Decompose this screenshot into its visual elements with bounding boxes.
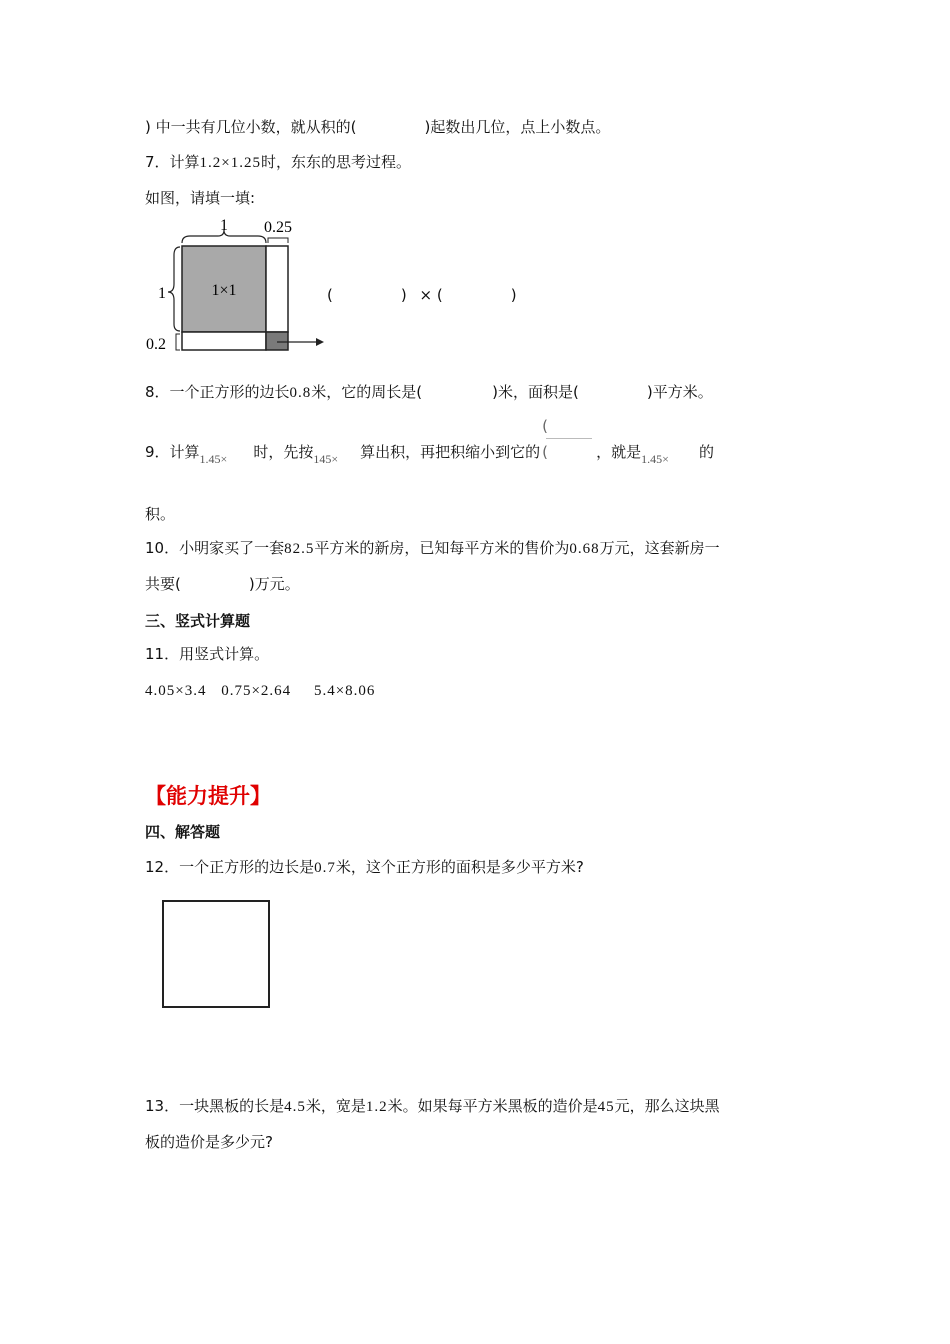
question-12: 12．一个正方形的边长是0.7米，这个正方形的面积是多少平方米? (145, 858, 584, 876)
right-strip (266, 246, 288, 332)
q6-continuation: ) 中一共有几位小数，就从积的( )起数出几位，点上小数点。 (145, 118, 611, 136)
question-7-blanks: ( ) × ( ) (327, 286, 517, 304)
question-13-line2: 板的造价是多少元? (145, 1133, 273, 1151)
question-13: 13．一块黑板的长是4.5米，宽是1.2米。如果每平方米黑板的造价是45元，那么这块黑 (145, 1097, 720, 1115)
expr-1: 4.05×3.4 (145, 683, 207, 699)
expr-3: 5.4×8.06 (313, 683, 376, 699)
top-brace-2 (268, 238, 288, 243)
question-8: 8．一个正方形的边长0.8米，它的周长是( )米，面积是( )平方米。 (145, 383, 713, 401)
corner-square (266, 332, 288, 350)
fraction-blank[interactable]: ( ( (540, 442, 596, 462)
section-4-heading: 四、解答题 (145, 823, 221, 841)
main-square-label: 1×1 (211, 282, 237, 299)
top-label-1: 1 (220, 217, 228, 234)
question-10: 10．小明家买了一套82.5平方米的新房，已知每平方米的售价为0.68万元，这套新房一 (145, 539, 720, 557)
question-11-expressions (145, 681, 375, 701)
question-10-line2: 共要( )万元。 (145, 575, 300, 593)
left-label-2: 0.2 (146, 336, 166, 353)
area-diagram (140, 212, 340, 362)
question-7: 7．计算1.2×1.25时，东东的思考过程。 (145, 153, 412, 171)
left-bottom-brace (176, 334, 180, 350)
question-7-instruction: 如图，请填一填: (145, 189, 256, 207)
arrow-head-icon (316, 338, 324, 346)
expr-2: 0.75×2.64 (221, 683, 292, 699)
question-11: 11．用竖式计算。 (145, 645, 270, 663)
ability-banner: 【能力提升】 (145, 784, 271, 808)
section-3-heading: 三、竖式计算题 (145, 612, 251, 630)
left-brace (168, 247, 180, 331)
top-label-2: 0.25 (264, 219, 292, 236)
square-figure (162, 900, 270, 1008)
left-label-1: 1 (158, 285, 166, 302)
question-9: 9．计算$_{1.45\times}$ 时，先按$_{145\times}$ 算出积，再把积缩小到它的 ( ( ，就是$_{1.45\times}$ 的 (145, 417, 714, 466)
bottom-strip (182, 332, 266, 350)
question-9-tail: 积。 (145, 505, 176, 523)
